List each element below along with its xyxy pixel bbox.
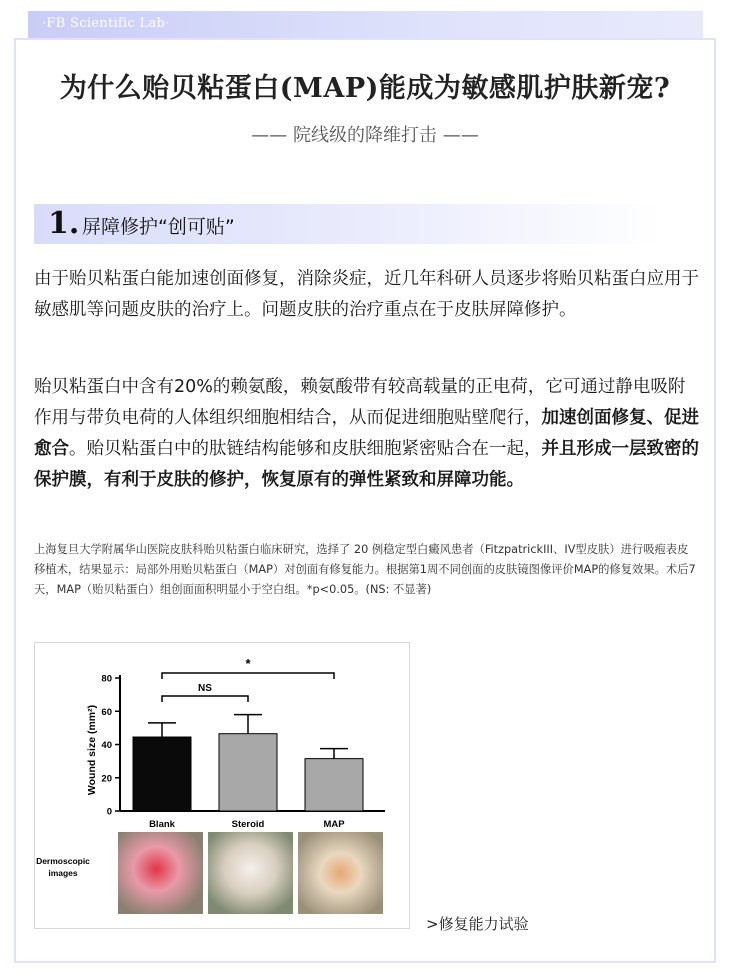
x-tick-label-map: MAP: [323, 819, 345, 830]
paragraph-mechanism: [34, 372, 699, 496]
study-note: 上海复旦大学附属华山医院皮肤科贻贝粘蛋白临床研究，选择了 20 例稳定型白癜风患者（FitzpatrickIII、IV型皮肤）进行吸疱表皮移植术，结果显示：局部外用贻贝粘蛋白（MAP）对创面有修复能力。根据第1周不同创面的皮肤镜图像评价MAP的修复效果。术后7天，MAP（贻贝粘蛋白）组创面面积明显小于空白组。*p<0.05。(NS: 不显著): [34, 543, 696, 596]
dermoscopic-image-map: [298, 832, 383, 914]
paragraph-intro: 由于贻贝粘蛋白能加速创面修复，消除炎症，近几年科研人员逐步将贻贝粘蛋白应用于敏感肌等问题皮肤的治疗上。问题皮肤的治疗重点在于皮肤屏障修护。: [34, 269, 699, 320]
y-tick-label: 20: [101, 773, 112, 785]
y-tick-label: 60: [101, 706, 112, 718]
page-title: 为什么贻贝粘蛋白(MAP)能成为敏感肌护肤新宠?: [59, 73, 671, 104]
y-axis-label: Wound size (mm²): [86, 704, 98, 796]
figure-caption: >修复能力试验: [426, 915, 529, 933]
significance-bracket: [162, 673, 334, 679]
significance-label: NS: [198, 683, 212, 694]
brand-bar: [28, 11, 703, 39]
paragraph-mechanism-bold-1: 加速创面修复、促进愈合: [34, 408, 699, 459]
y-tick-label: 40: [101, 740, 112, 751]
y-tick-label: 80: [101, 673, 112, 685]
paragraph-mechanism-text-2: 。贻贝粘蛋白中的肽链结构能够和皮肤细胞紧密贴合在一起，: [69, 439, 542, 459]
bar-steroid: [219, 734, 277, 811]
paragraph-mechanism-bold-2: 并且形成一层致密的保护膜，有利于皮肤的修护，恢复原有的弹性紧致和屏障功能。: [34, 439, 699, 490]
bar-map: [305, 759, 363, 811]
page-subtitle: —— 院线级的降维打击 ——: [251, 125, 479, 146]
section-title: 屏障修护“创可贴”: [82, 216, 235, 238]
wound-size-chart: [35, 643, 409, 928]
significance-bracket: [162, 696, 248, 702]
y-tick-label: 0: [106, 806, 112, 818]
dermoscopic-label-line2: images: [48, 868, 78, 878]
repair-test-figure: [34, 642, 410, 929]
bar-blank: [133, 737, 191, 811]
section-header: [34, 204, 661, 244]
x-tick-label-steroid: Steroid: [231, 819, 265, 830]
brand-label: ·FB Scientific Lab·: [42, 16, 170, 31]
dermoscopic-image-steroid: [208, 832, 293, 914]
x-tick-label-blank: Blank: [149, 819, 175, 830]
section-number: 1.: [48, 206, 80, 241]
paragraph-mechanism-text-1: 贻贝粘蛋白中含有20%的赖氨酸，赖氨酸带有较高载量的正电荷，它可通过静电吸附作用与带负电荷的人体组织细胞相结合，从而促进细胞贴壁爬行，: [34, 377, 686, 428]
dermoscopic-image-blank: [118, 832, 203, 914]
significance-label: *: [245, 656, 251, 671]
dermoscopic-label-line1: Dermoscopic: [36, 856, 90, 866]
